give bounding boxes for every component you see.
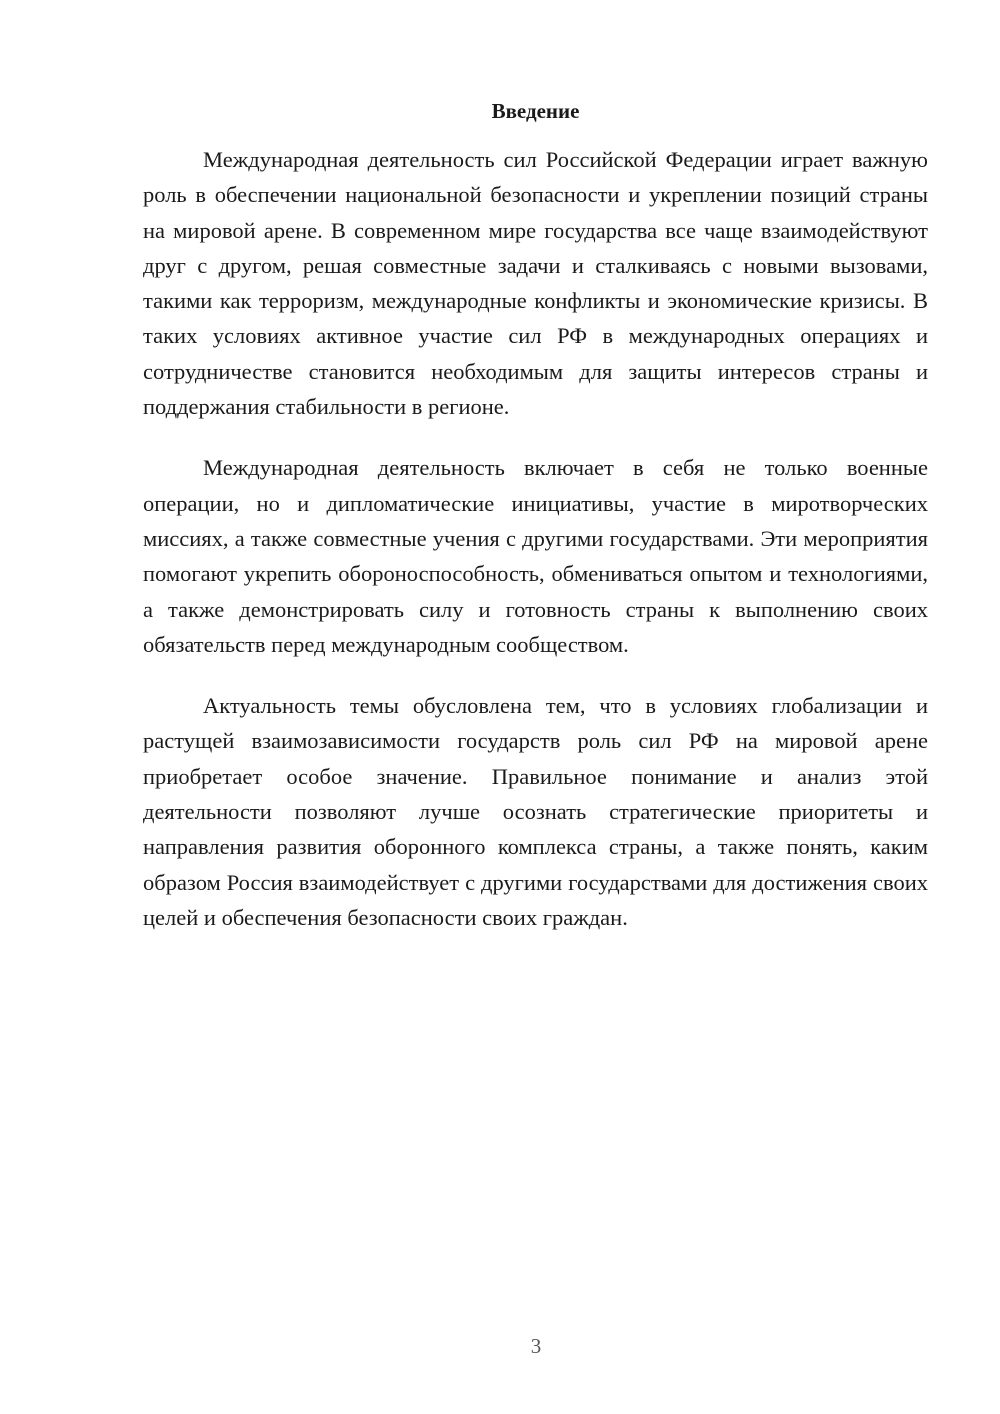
section-heading: Введение	[491, 99, 580, 123]
paragraph-2: Международная деятельность включает в себя не только военные операции, но и дипломатические инициативы, участие в миротворческих миссиях, а также совместные учения с другими государствами. Эти мероприятия помогают укрепить обороноспособность, обмениваться опытом и технологиями, а также демонстрировать силу и готовность страны к выполнению своих обязательств перед международным сообществом.	[143, 455, 928, 657]
page-number: 3	[530, 1334, 542, 1358]
body-text	[143, 142, 928, 961]
paragraph-1: Международная деятельность сил Российской Федерации играет важную роль в обеспечении национальной безопасности и укреплении позиций страны на мировой арене. В современном мире государства все чаще взаимодействуют друг с другом, решая совместные задачи и сталкиваясь с новыми вызовами, такими как терроризм, международные конфликты и экономические кризисы. В таких условиях активное участие сил РФ в международных операциях и сотрудничестве становится необходимым для защиты интересов страны и поддержания стабильности в регионе.	[143, 147, 928, 420]
paragraph-3: Актуальность темы обусловлена тем, что в условиях глобализации и растущей взаимозависимости государств роль сил РФ на мировой арене приобретает особое значение. Правильное понимание и анализ этой деятельности позволяют лучше осознать стратегические приоритеты и направления развития оборонного комплекса страны, а также понять, каким образом Россия взаимодействует с другими государствами для достижения своих целей и обеспечения безопасности своих граждан.	[143, 693, 928, 930]
